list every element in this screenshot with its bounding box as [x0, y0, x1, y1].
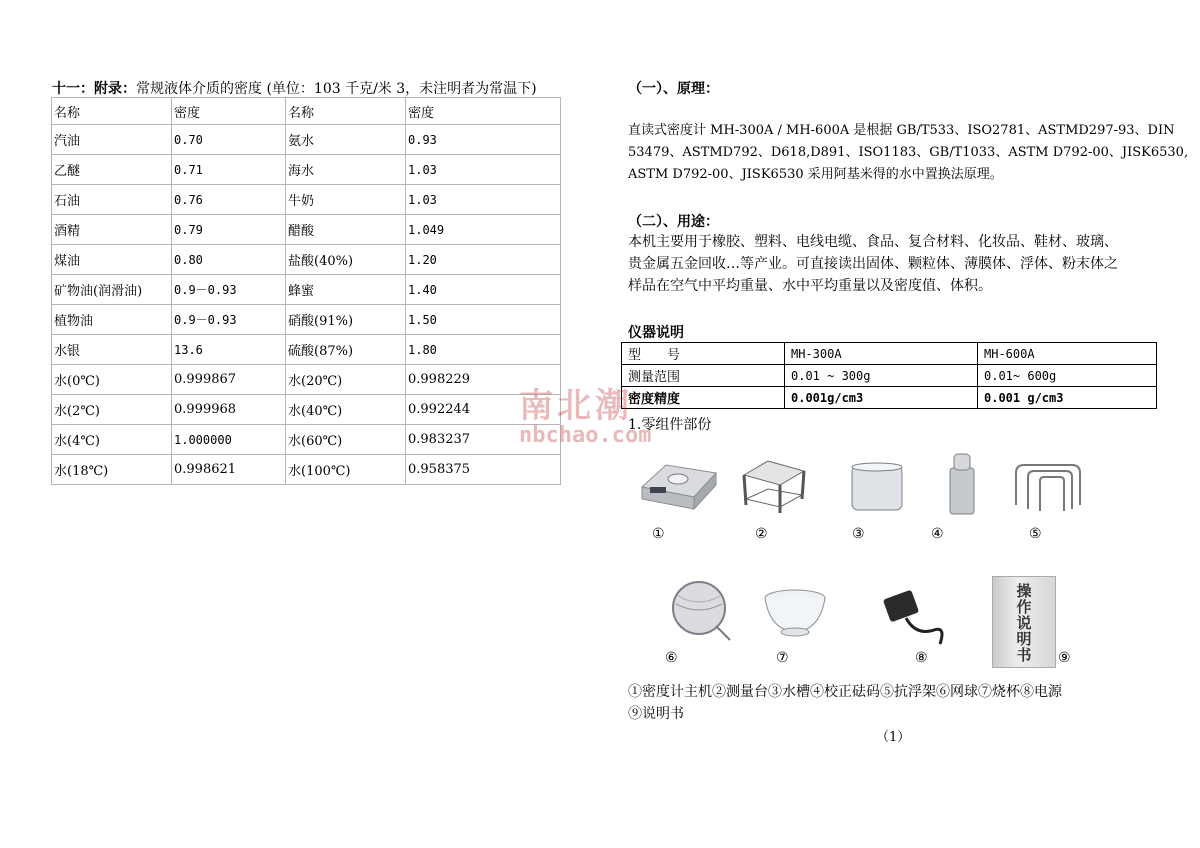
anti-float-frame-image — [1010, 455, 1086, 517]
instrument-title: 仪器说明 — [628, 325, 684, 341]
principle-line: ASTM D792-00、JISK6530 采用阿基米得的水中置换法原理。 — [628, 167, 1003, 182]
beaker-image — [762, 586, 828, 642]
usage-line: 本机主要用于橡胶、塑料、电线电缆、食品、复合材料、化妆品、鞋材、玻璃、 — [628, 234, 1118, 250]
header-name-2: 名称 — [286, 98, 406, 125]
table-cell: 蜂蜜 — [286, 275, 406, 305]
table-row — [52, 395, 561, 425]
table-row — [52, 425, 561, 455]
table-cell: 0.999968 — [172, 395, 286, 425]
part-number: ④ — [931, 526, 944, 542]
table-cell: 水(0℃) — [52, 365, 172, 395]
table-row — [52, 245, 561, 275]
table-cell: 0.71 — [172, 155, 286, 185]
calibration-weight-image — [944, 448, 980, 518]
spec-cell: 0.001 g/cm3 — [978, 387, 1157, 409]
watermark-cn: 南北潮 — [519, 386, 633, 426]
table-row — [52, 125, 561, 155]
table-cell: 硫酸(87%) — [286, 335, 406, 365]
spec-cell: 密度精度 — [622, 387, 785, 409]
table-cell: 1.80 — [406, 335, 561, 365]
appendix-heading-bold: 十一：附录： — [52, 81, 136, 97]
density-table — [51, 97, 561, 485]
manual-book-image — [992, 576, 1056, 668]
density-table-header — [52, 98, 561, 125]
parts-caption-line-1: ①密度计主机②测量台③水槽④校正砝码⑤抗浮架⑥网球⑦烧杯⑧电源 — [628, 684, 1062, 700]
measuring-stand-image — [738, 455, 808, 517]
table-row — [52, 305, 561, 335]
table-cell: 水(18℃) — [52, 455, 172, 485]
principle-title: （一）、原理： — [628, 81, 719, 97]
table-row — [52, 365, 561, 395]
table-cell: 0.9－0.93 — [172, 275, 286, 305]
table-cell: 矿物油(润滑油) — [52, 275, 172, 305]
table-row — [52, 455, 561, 485]
table-cell: 0.79 — [172, 215, 286, 245]
spec-cell: 0.01~ 600g — [978, 365, 1157, 387]
table-cell: 1.20 — [406, 245, 561, 275]
table-cell: 石油 — [52, 185, 172, 215]
parts-title: 1.零组件部份 — [628, 417, 712, 433]
density-meter-main-unit-image — [636, 455, 722, 515]
water-tank-image — [846, 458, 910, 514]
usage-line: 样品在空气中平均重量、水中平均重量以及密度值、体积。 — [628, 278, 992, 294]
table-cell: 0.998621 — [172, 455, 286, 485]
parts-caption-line-2: ⑨说明书 — [628, 706, 684, 722]
header-name-1: 名称 — [52, 98, 172, 125]
power-adapter-image — [876, 584, 952, 652]
watermark-en: nbchao.com — [519, 423, 652, 448]
table-row — [52, 215, 561, 245]
part-number: ③ — [852, 526, 865, 542]
spec-cell: MH-300A — [785, 343, 978, 365]
principle-line: 直读式密度计 MH-300A / MH-600A 是根据 GB/T533、ISO2781、ASTMD297-93、DIN — [628, 123, 1175, 138]
table-cell: 醋酸 — [286, 215, 406, 245]
spec-table — [621, 342, 1157, 409]
manual-book-text: 操作说明书 — [1016, 582, 1032, 664]
table-cell: 牛奶 — [286, 185, 406, 215]
spec-cell: 测量范围 — [622, 365, 785, 387]
spec-cell: MH-600A — [978, 343, 1157, 365]
spec-row-model — [622, 343, 1157, 365]
table-cell: 0.93 — [406, 125, 561, 155]
part-number: ⑧ — [915, 650, 928, 666]
table-cell: 0.80 — [172, 245, 286, 275]
table-cell: 硝酸(91%) — [286, 305, 406, 335]
page-number: （1） — [876, 730, 911, 745]
usage-text — [628, 231, 1188, 297]
table-cell: 0.958375 — [406, 455, 561, 485]
table-cell: 植物油 — [52, 305, 172, 335]
table-cell: 1.03 — [406, 185, 561, 215]
table-cell: 酒精 — [52, 215, 172, 245]
principle-text — [628, 120, 1188, 186]
table-cell: 水(60℃) — [286, 425, 406, 455]
table-cell: 1.50 — [406, 305, 561, 335]
table-cell: 0.76 — [172, 185, 286, 215]
table-row — [52, 335, 561, 365]
usage-line: 贵金属五金回收…等产业。可直接读出固体、颗粒体、薄膜体、浮体、粉末体之 — [628, 256, 1118, 272]
appendix-heading — [52, 78, 537, 98]
mesh-ball-image — [664, 574, 734, 644]
spec-row-precision — [622, 387, 1157, 409]
table-cell: 0.999867 — [172, 365, 286, 395]
appendix-heading-text: 常规液体介质的密度 (单位：103 千克/米 3，未注明者为常温下) — [136, 81, 537, 97]
part-number: ⑦ — [776, 650, 789, 666]
table-cell: 13.6 — [172, 335, 286, 365]
table-cell: 盐酸(40%) — [286, 245, 406, 275]
table-cell: 乙醚 — [52, 155, 172, 185]
table-cell: 1.000000 — [172, 425, 286, 455]
table-cell: 0.983237 — [406, 425, 561, 455]
table-row — [52, 275, 561, 305]
table-cell: 1.049 — [406, 215, 561, 245]
table-cell: 0.9－0.93 — [172, 305, 286, 335]
table-cell: 海水 — [286, 155, 406, 185]
part-number: ⑥ — [665, 650, 678, 666]
table-cell: 0.70 — [172, 125, 286, 155]
header-density-2: 密度 — [406, 98, 561, 125]
table-cell: 0.992244 — [406, 395, 561, 425]
table-cell: 水(40℃) — [286, 395, 406, 425]
table-cell: 水(4℃) — [52, 425, 172, 455]
part-number: ⑨ — [1058, 650, 1071, 666]
table-row — [52, 155, 561, 185]
spec-row-range — [622, 365, 1157, 387]
spec-cell: 0.001g/cm3 — [785, 387, 978, 409]
spec-cell: 型 号 — [622, 343, 785, 365]
spec-cell: 0.01 ~ 300g — [785, 365, 978, 387]
table-cell: 煤油 — [52, 245, 172, 275]
table-cell: 水(2℃) — [52, 395, 172, 425]
table-cell: 1.40 — [406, 275, 561, 305]
part-number: ① — [652, 526, 665, 542]
principle-line: 53479、ASTMD792、D618,D891、ISO1183、GB/T1033、ASTM D792-00、JISK6530, — [628, 145, 1189, 160]
table-cell: 0.998229 — [406, 365, 561, 395]
header-density-1: 密度 — [172, 98, 286, 125]
usage-title: （二）、用途： — [628, 214, 719, 230]
part-number: ② — [755, 526, 768, 542]
table-cell: 水(100℃) — [286, 455, 406, 485]
table-row — [52, 185, 561, 215]
table-cell: 1.03 — [406, 155, 561, 185]
table-cell: 汽油 — [52, 125, 172, 155]
table-cell: 水(20℃) — [286, 365, 406, 395]
table-cell: 水银 — [52, 335, 172, 365]
part-number: ⑤ — [1029, 526, 1042, 542]
table-cell: 氨水 — [286, 125, 406, 155]
